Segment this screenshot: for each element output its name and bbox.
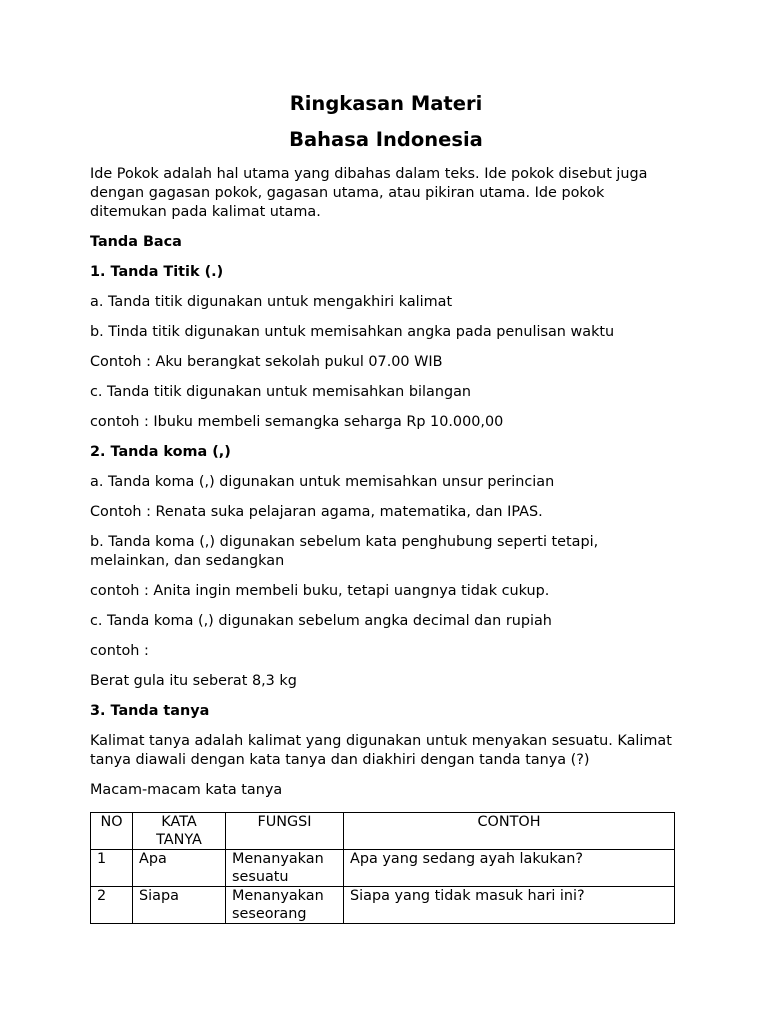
koma-rule-c: c. Tanda koma (,) digunakan sebelum angka decimal dan rupiah bbox=[90, 613, 552, 629]
cell-kata-tanya: Siapa bbox=[133, 887, 226, 924]
tanya-description: Kalimat tanya adalah kalimat yang digunakan untuk menyakan sesuatu. Kalimat tanya diawali dengan kata tanya dan diakhiri dengan tanda tanya (?) bbox=[90, 733, 672, 768]
koma-example-label-c: contoh : bbox=[90, 643, 149, 659]
koma-example-a: Contoh : Renata suka pelajaran agama, matematika, dan IPAS. bbox=[90, 504, 543, 520]
heading-tanda-tanya: 3. Tanda tanya bbox=[90, 703, 210, 719]
cell-kata-tanya: Apa bbox=[133, 850, 226, 887]
titik-example-b: Contoh : Aku berangkat sekolah pukul 07.00 WIB bbox=[90, 354, 443, 370]
koma-rule-b: b. Tanda koma (,) digunakan sebelum kata penghubung seperti tetapi, melainkan, dan sedangkan bbox=[90, 534, 599, 569]
document-subtitle: Bahasa Indonesia bbox=[289, 128, 483, 151]
kata-tanya-list-label: Macam-macam kata tanya bbox=[90, 782, 283, 798]
table-header-row bbox=[91, 813, 675, 850]
intro-paragraph: Ide Pokok adalah hal utama yang dibahas dalam teks. Ide pokok disebut juga dengan gagasan pokok, gagasan utama, atau pikiran utama. Ide pokok ditemukan pada kalimat utama. bbox=[90, 166, 648, 220]
column-header-fungsi: FUNGSI bbox=[226, 813, 344, 850]
table-row bbox=[91, 887, 675, 924]
cell-contoh: Siapa yang tidak masuk hari ini? bbox=[344, 887, 675, 924]
document-title: Ringkasan Materi bbox=[289, 92, 483, 115]
cell-fungsi: Menanyakan sesuatu bbox=[226, 850, 344, 887]
document-page bbox=[90, 91, 682, 924]
kata-tanya-table bbox=[90, 812, 675, 924]
titik-rule-c: c. Tanda titik digunakan untuk memisahkan bilangan bbox=[90, 384, 472, 400]
column-header-kata-tanya: KATA TANYA bbox=[133, 813, 226, 850]
column-header-contoh: CONTOH bbox=[344, 813, 675, 850]
heading-tanda-koma: 2. Tanda koma (,) bbox=[90, 444, 231, 460]
table-row bbox=[91, 850, 675, 887]
column-header-no: NO bbox=[91, 813, 133, 850]
heading-tanda-titik: 1. Tanda Titik (.) bbox=[90, 264, 224, 280]
cell-fungsi: Menanyakan seseorang bbox=[226, 887, 344, 924]
cell-no: 1 bbox=[91, 850, 133, 887]
koma-example-c: Berat gula itu seberat 8,3 kg bbox=[90, 673, 297, 689]
section-heading-tanda-baca: Tanda Baca bbox=[90, 234, 182, 250]
titik-rule-a: a. Tanda titik digunakan untuk mengakhiri kalimat bbox=[90, 294, 453, 310]
cell-no: 2 bbox=[91, 887, 133, 924]
titik-rule-b: b. Tinda titik digunakan untuk memisahkan angka pada penulisan waktu bbox=[90, 324, 615, 340]
titik-example-c: contoh : Ibuku membeli semangka seharga Rp 10.000,00 bbox=[90, 414, 504, 430]
cell-contoh: Apa yang sedang ayah lakukan? bbox=[344, 850, 675, 887]
koma-example-b: contoh : Anita ingin membeli buku, tetapi uangnya tidak cukup. bbox=[90, 583, 550, 599]
koma-rule-a: a. Tanda koma (,) digunakan untuk memisahkan unsur perincian bbox=[90, 474, 555, 490]
